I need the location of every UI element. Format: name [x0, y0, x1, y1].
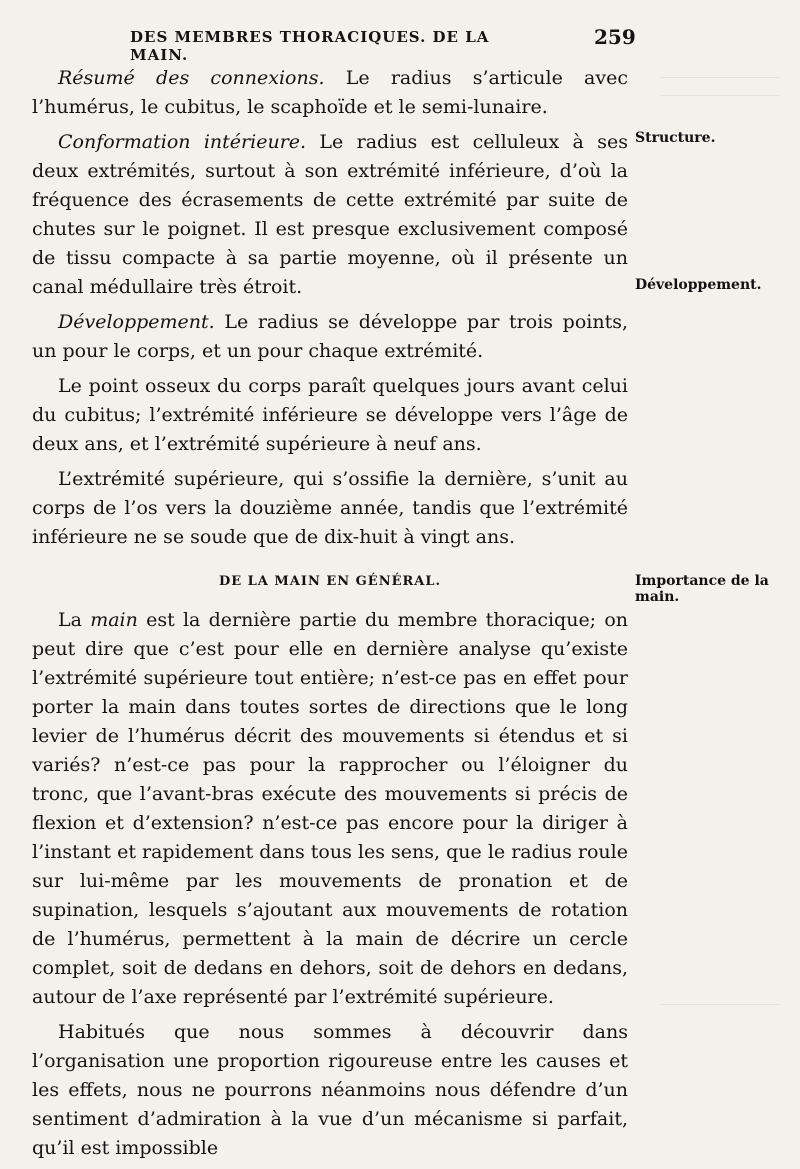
page-number: 259 — [594, 25, 636, 49]
paragraph-label: Conformation intérieure. — [58, 131, 307, 153]
paragraph-conformation — [32, 128, 628, 302]
paragraph-prefix: La — [58, 609, 91, 631]
italic-term: main — [90, 609, 138, 631]
paragraph-text: Le radius est celluleux à ses deux extrémités, surtout à son extrémité inférieure, d’où la fréquence des écrasements de cette extrémité par suite de chutes sur le poignet. Il est presque exclusivement composé de tissu compacte à sa partie moyenne, où il présente un canal médullaire très étroit. — [32, 131, 628, 298]
main-text — [32, 64, 628, 1169]
paragraph-text: Le radius s’articule avec l’humérus, le cubitus, le scaphoïde et le semi-lunaire. — [32, 67, 629, 118]
bleed-through-line — [660, 95, 780, 96]
paragraph-mechanism: Habitués que nous sommes à découvrir dans l’organisation une proportion rigoureuse entre les causes et les effets, nous ne pourrons néanmoins nous défendre d’un sentiment d’admiration à la vue d’un mécanisme si parfait, qu’il est impossible — [32, 1021, 628, 1159]
margin-note-development: Développement. — [635, 277, 762, 293]
section-heading: DE LA MAIN EN GÉNÉRAL. — [218, 574, 442, 589]
margin-note-importance: Importance de la main. — [635, 573, 769, 605]
bleed-through-line — [660, 1004, 780, 1005]
paragraph-label: Développement. — [58, 311, 215, 333]
paragraph-text: Le radius se développe par trois points, un pour le corps, et un pour chaque extrémité. — [32, 311, 628, 362]
paragraph-text: est la dernière partie du membre thoracique; on peut dire que c’est pour elle en dernière analyse qu’existe l’extrémité supérieure tout entière; n’est-ce pas en effet pour porter la main dans toutes sortes de directions que le long levier de l’humérus décrit des mouvements si étendus et si variés? n’est-ce pas pour la rapprocher ou l’éloigner du tronc, que l’avant-bras exécute des mouvements si précis de flexion et d’extension? n’est-ce pas encore pour la diriger à l’instant et rapidement dans tous les sens, que le radius roule sur lui-même par les mouvements de pronation et de supination, lesquels s’ajoutant aux mouvements de rotation de l’humérus, permettent à la main de décrire un cercle complet, soit de dedans en dehors, soit de dehors en dedans, autour de l’axe représenté par l’extrémité supérieure. — [32, 609, 628, 1008]
paragraph-ossification-start: Le point osseux du corps paraît quelques jours avant celui du cubitus; l’extrémité inférieure se développe vers l’âge de deux ans, et l’extrémité supérieure à neuf ans. — [32, 375, 628, 455]
paragraph-development — [32, 308, 628, 366]
margin-note-structure: Structure. — [635, 130, 716, 146]
bleed-through-line — [660, 77, 780, 78]
running-head: DES MEMBRES THORACIQUES. DE LA MAIN. — [130, 28, 490, 64]
paragraph-label: Résumé des connexions. — [58, 67, 325, 89]
paragraph-connexions — [32, 64, 628, 122]
paragraph-ossification-end: L’extrémité supérieure, qui s’ossifie la dernière, s’unit au corps de l’os vers la douzième année, tandis que l’extrémité inférieure ne se soude que de dix-huit à vingt ans. — [32, 468, 628, 548]
paragraph-main-intro — [32, 606, 628, 1012]
